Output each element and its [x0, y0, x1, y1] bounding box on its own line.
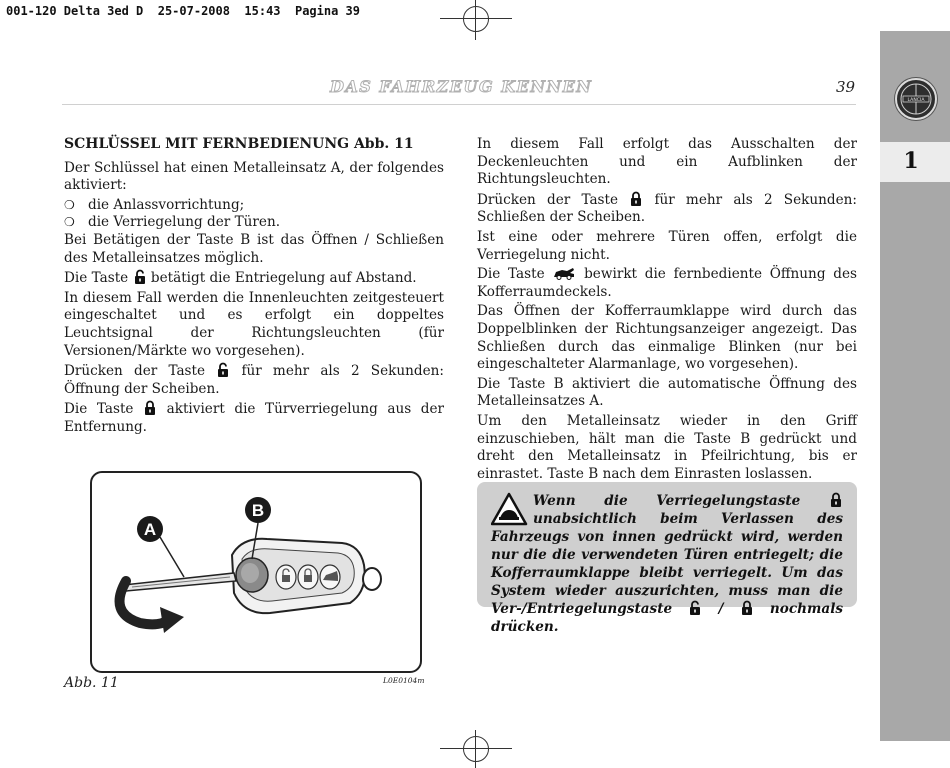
figure-code: L0E0104m: [383, 676, 425, 685]
warning-triangle-icon: [491, 492, 533, 528]
section-title: DAS FAHRZEUG KENNEN: [330, 77, 593, 96]
close-windows-paragraph: Drücken der Taste für mehr als 2 Sekunden: Schließen der Scheiben.: [477, 191, 857, 226]
label-b: B: [251, 501, 265, 520]
lock-icon: [630, 191, 642, 206]
lancia-logo: [895, 78, 937, 120]
key-ring-loop: [363, 568, 381, 590]
unlock-icon: [217, 362, 229, 377]
warning-text: Wenn die Verriegelungstaste unabsichtlich beim Verlassen des Fahrzeugs von innen gedrückt wird, werden nur die die verwendeten Türen entriegelt; die Kofferraumklappe bleibt verriegelt. Um das System wieder auszurichten, muss man die Ver-/Entriegelungstaste / nochmals drücken.: [491, 493, 844, 635]
crop-mark-top: [440, 0, 512, 40]
left-column: [64, 136, 444, 439]
unlock-icon: [689, 600, 701, 615]
paragraph: In diesem Fall erfolgt das Ausschalten der Deckenleuchten und ein Aufblinken der Richtungsleuchten.: [477, 136, 857, 188]
metal-insert-paragraph: Bei Betätigen der Taste B ist das Öffnen / Schließen des Metalleinsatzes möglich.: [64, 231, 444, 266]
paragraph: Die Taste B aktiviert die automatische Öffnung des Metalleinsatzes A.: [477, 375, 857, 410]
paragraph: Um den Metalleinsatz wieder in den Griff einzuschieben, hält man die Taste B gedrückt und dreht den Metalleinsatz in Pfeilrichtung, bis er einrastet. Taste B nach dem Einrasten loslassen.: [477, 412, 857, 482]
crop-mark-bottom: [440, 730, 512, 768]
trunk-open-icon: [553, 266, 575, 280]
paragraph: Ist eine oder mehrere Türen offen, erfolgt die Verriegelung nicht.: [477, 228, 857, 263]
lock-paragraph: Die Taste aktiviert die Türverriegelung aus der Entfernung.: [64, 401, 444, 435]
key-figure: [90, 471, 422, 673]
unlock-paragraph: Die Taste betätigt die Entriegelung auf Abstand.: [64, 270, 417, 287]
unlock-icon: [134, 269, 146, 284]
trunk-button-paragraph: Die Taste bewirkt die fernbediente Öffnung des Kofferraumdeckels.: [477, 266, 857, 300]
logo-brand-text: LANCIA: [907, 98, 925, 103]
paragraph: Das Öffnen der Kofferraumklappe wird durch das Doppelblinken der Richtungsanzeiger angezeigt. Das Schließen durch das einmalige Blinken (nur bei eingeschalteter Alarmanlage, wo vorgesehen).: [477, 303, 857, 373]
warning-box: [477, 482, 857, 635]
chapter-side-tab: [880, 31, 950, 741]
lock-icon: [741, 600, 753, 615]
bullet-icon: ❍: [64, 215, 75, 230]
page-number: 39: [836, 78, 856, 96]
section-heading: SCHLÜSSEL MIT FERNBEDIENUNG Abb. 11: [64, 136, 414, 152]
right-column: [477, 136, 857, 485]
intro-paragraph: Der Schlüssel hat einen Metalleinsatz A, der folgendes aktiviert:: [64, 159, 444, 194]
chapter-box: [880, 142, 950, 182]
list-item: ❍ die Verriegelung der Türen.: [64, 214, 281, 231]
lock-icon: [830, 492, 842, 507]
header-rule: [62, 104, 856, 105]
chapter-number: 1: [903, 148, 919, 174]
interior-lights-paragraph: In diesem Fall werden die Innenleuchten zeitgesteuert eingeschaltet und es erfolgt ein doppeltes Leuchtsignal der Richtungsleuchten (für Versionen/Märkte wo vorgesehen).: [64, 289, 444, 359]
label-a: A: [143, 520, 157, 539]
printer-header: 001-120 Delta 3ed D 25-07-2008 15:43 Pagina 39: [6, 4, 361, 18]
figure-caption: Abb. 11: [64, 675, 119, 691]
lock-icon: [144, 400, 156, 415]
bullet-icon: ❍: [64, 197, 75, 212]
open-windows-paragraph: Drücken der Taste für mehr als 2 Sekunden: Öffnung der Scheiben.: [64, 363, 444, 397]
list-item: ❍ die Anlassvorrichtung;: [64, 196, 245, 213]
